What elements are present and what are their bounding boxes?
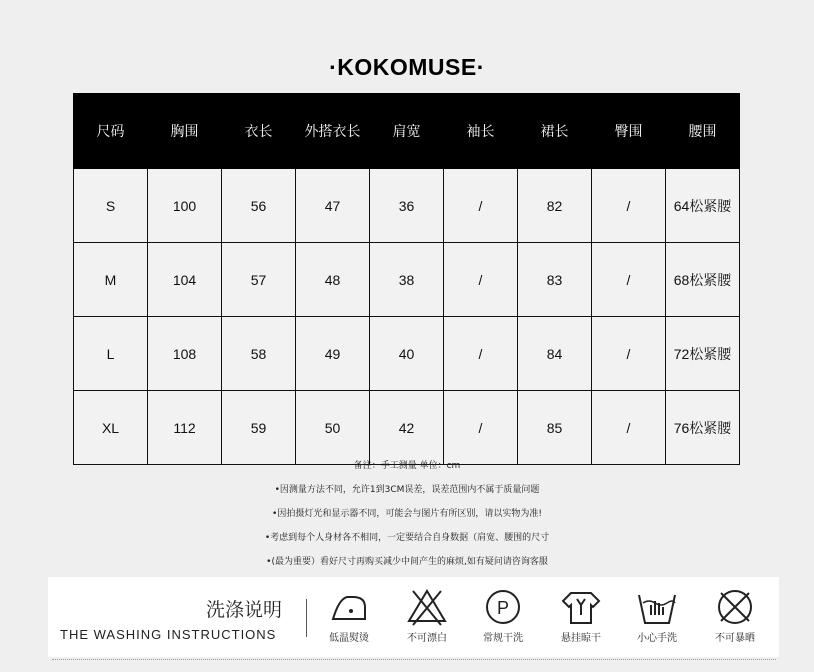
table-cell: 42 (370, 391, 444, 465)
table-cell: 56 (222, 169, 296, 243)
table-cell: / (444, 243, 518, 317)
table-cell: 112 (148, 391, 222, 465)
table-cell: 100 (148, 169, 222, 243)
table-cell: XL (74, 391, 148, 465)
washing-title-en: THE WASHING INSTRUCTIONS (60, 627, 277, 642)
wash-item-sun (700, 585, 770, 644)
table-cell: M (74, 243, 148, 317)
wash-label: 悬挂晾干 (561, 633, 601, 644)
header-bust: 胸围 (148, 94, 222, 169)
table-cell: 64松紧腰 (666, 169, 740, 243)
note-line: •因拍摄灯光和显示器不同，可能会与图片有所区别，请以实物为准! (272, 509, 542, 519)
table-cell: / (592, 169, 666, 243)
table-cell: 57 (222, 243, 296, 317)
header-outer-length: 外搭衣长 (296, 94, 370, 169)
header-waist: 腰围 (666, 94, 740, 169)
header-hip: 臀围 (592, 94, 666, 169)
note-line: •考虑到每个人身材各不相同，一定要结合自身数据（肩宽、腰围的尺寸 (264, 533, 550, 543)
svg-text:P: P (496, 598, 510, 618)
washing-title-cn: 洗涤说明 (206, 599, 283, 621)
table-cell: 36 (370, 169, 444, 243)
header-skirt-length: 裙长 (518, 94, 592, 169)
table-cell: 50 (296, 391, 370, 465)
table-cell: 104 (148, 243, 222, 317)
brand-title: ·KOKOMUSE· (329, 54, 485, 80)
dotted-divider (52, 659, 776, 660)
table-cell: / (444, 391, 518, 465)
table-cell: 38 (370, 243, 444, 317)
wash-label: 低温熨烫 (329, 633, 369, 644)
table-cell: S (74, 169, 148, 243)
table-row (74, 169, 740, 243)
header-shoulder: 肩宽 (370, 94, 444, 169)
table-cell: 72松紧腰 (666, 317, 740, 391)
table-cell: 40 (370, 317, 444, 391)
table-cell: / (444, 169, 518, 243)
table-cell: 47 (296, 169, 370, 243)
dry-clean-p-icon (481, 585, 525, 627)
table-cell: / (592, 243, 666, 317)
washing-instructions-panel (48, 577, 779, 657)
hang-dry-icon (559, 585, 603, 627)
table-cell: 84 (518, 317, 592, 391)
table-cell: 48 (296, 243, 370, 317)
table-cell: / (592, 391, 666, 465)
wash-label: 常规干洗 (483, 633, 523, 644)
size-table (73, 93, 740, 465)
table-row (74, 243, 740, 317)
table-cell: / (444, 317, 518, 391)
table-cell: 68松紧腰 (666, 243, 740, 317)
table-header-row (74, 94, 740, 169)
table-cell: 108 (148, 317, 222, 391)
table-row (74, 317, 740, 391)
table-cell: 76松紧腰 (666, 391, 740, 465)
table-cell: 49 (296, 317, 370, 391)
wash-item-hang (546, 585, 616, 644)
header-sleeve: 袖长 (444, 94, 518, 169)
table-cell: 83 (518, 243, 592, 317)
wash-item-dryclean (468, 585, 538, 644)
no-bleach-icon (405, 585, 449, 627)
no-sun-dry-icon (713, 585, 757, 627)
note-line: •因测量方法不同，允许1到3CM误差，误差范围内不属于质量问题 (274, 485, 540, 495)
wash-item-iron (314, 585, 384, 644)
table-cell: 82 (518, 169, 592, 243)
notes-block (0, 458, 814, 578)
table-cell: 59 (222, 391, 296, 465)
header-size: 尺码 (74, 94, 148, 169)
hand-wash-icon (635, 585, 679, 627)
wash-item-bleach (392, 585, 462, 644)
table-cell: 85 (518, 391, 592, 465)
wash-label: 不可漂白 (407, 633, 447, 644)
note-line: 备注：手工测量 单位：cm (353, 461, 461, 471)
iron-low-icon (327, 585, 371, 627)
table-row (74, 391, 740, 465)
wash-label: 不可暴晒 (715, 633, 755, 644)
wash-label: 小心手洗 (637, 633, 677, 644)
table-cell: L (74, 317, 148, 391)
wash-item-handwash (622, 585, 692, 644)
header-top-length: 衣长 (222, 94, 296, 169)
divider (306, 599, 307, 637)
note-line: •(最为重要）看好尺寸再购买减少中间产生的麻烦,如有疑问请咨询客服 (266, 557, 548, 567)
table-cell: 58 (222, 317, 296, 391)
table-cell: / (592, 317, 666, 391)
